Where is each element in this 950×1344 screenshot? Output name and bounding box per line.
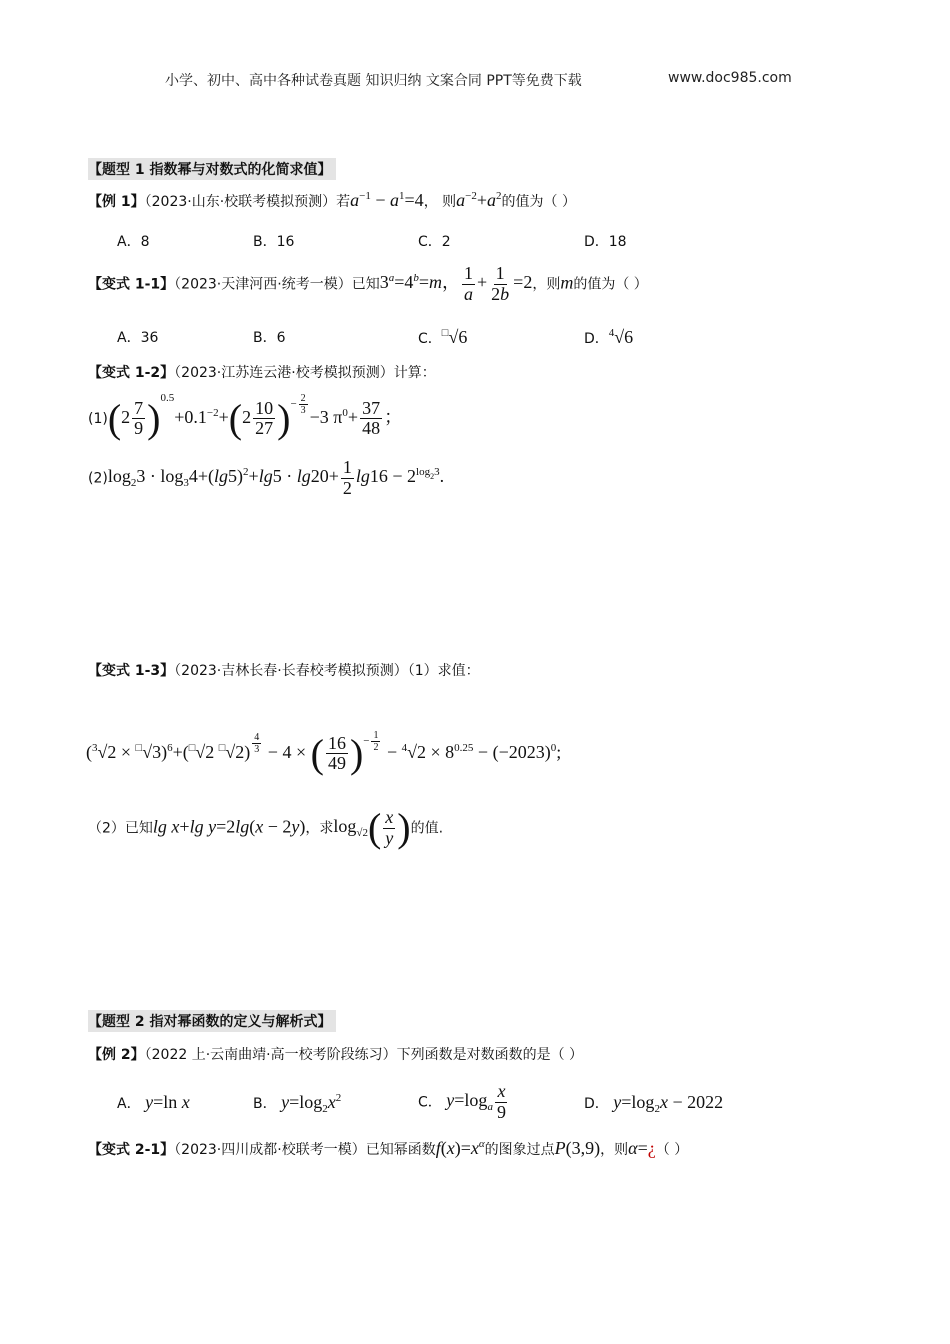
question-tag: 【变式 1-1】: [88, 276, 175, 293]
header-url: www.doc985.com: [668, 70, 792, 86]
question-text: ， 则: [423, 194, 457, 210]
math-expression: $\log_23 \cdot \log_34+(\lg 5)^2+\lg 5 \cdot \lg 20+$ $\frac{1}{2}$ $\lg 16 - 2^{log_23}$.: [107, 457, 445, 498]
question-source: （2022 上·云南曲靖·高一校考阶段练习）下列函数是对数函数的是（ ）: [144, 1047, 584, 1063]
question-text: 的值.: [410, 820, 444, 837]
question-tag: 【变式 1-2】: [88, 365, 175, 381]
option-b: [253, 1092, 341, 1115]
math-expression: $3^a=4^b=m$， $\frac{1}{a}$ + $\frac{1}{2b}$ =2: [379, 263, 533, 304]
option-label: A．36: [117, 330, 159, 346]
part-label: (2): [88, 470, 108, 487]
question-text: ，则: [600, 1142, 629, 1158]
option-a: A．8: [117, 234, 150, 250]
math-expression: $y=\log_a$ $\frac{x}{9}$: [446, 1081, 506, 1122]
option-d: D．18: [584, 234, 627, 250]
option-d: [584, 1092, 723, 1115]
question-text: （ ）: [655, 1142, 689, 1158]
variant-1-2-part-2: [88, 458, 444, 499]
option-b: [253, 327, 286, 347]
question-tag: 【变式 1-3】: [88, 663, 175, 679]
math-expression: (2 $\frac{7}{9}$ )$^{0.5}+0.1^{-2}+(2$ $\frac{10}{27}$ )$^{- \frac{2}{3}}$ −3 $\pi^0+$ $\frac{37}{48}$ ；: [107, 392, 403, 441]
question-source: （2023·四川成都·校联考一模）已知幂函数: [174, 1142, 436, 1158]
variant-1-3: [88, 660, 480, 680]
question-text: ，则: [532, 276, 561, 293]
section-2-title: 【题型 2 指对幂函数的定义与解析式】: [88, 1010, 336, 1032]
question-text: 的图象过点: [484, 1142, 555, 1158]
option-label: C．: [418, 1094, 442, 1111]
option-d: [584, 327, 633, 348]
option-c: C．2: [418, 234, 451, 250]
option-c: [418, 1082, 510, 1123]
header-left: 小学、初中、高中各种试卷真题 知识归纳 文案合同 PPT等免费下载: [165, 73, 582, 89]
question-text: 的值为（ ）: [573, 276, 648, 293]
math-expression: $f(x)=x^\alpha$: [435, 1138, 485, 1158]
variant-2-1: [88, 1138, 688, 1159]
example-1: [88, 190, 576, 211]
math-expression: $(^3√2 \times ^□√3)^6+(^□√2$ □√2) $^{\frac{4}{3}}$ − 4 × ( $\frac{16}{49}$ )$^{- \frac{1}{2}}$ − $^4√2 \times 8^{0.25} - (-2023)^0$;: [86, 730, 562, 776]
question-tag: 【例 1】: [88, 194, 145, 210]
option-b: B．16: [253, 234, 295, 250]
example-2: [88, 1044, 583, 1064]
option-a: [117, 327, 158, 347]
question-source: （2023·江苏连云港·校考模拟预测）计算：: [174, 365, 436, 381]
option-label: B．: [253, 1096, 277, 1112]
math-expression: $y=\log_2x^2$: [281, 1092, 342, 1115]
option-label: A．: [117, 1096, 141, 1112]
variant-1-3-part-2: [88, 805, 444, 851]
question-source: （2023·山东·校联考模拟预测）若: [144, 194, 351, 210]
variant-1-2: [88, 362, 436, 382]
math-expression: $^4$√6: [608, 327, 634, 347]
option-a: [117, 1092, 190, 1113]
math-expression: α=¿: [628, 1138, 656, 1158]
math-expression: $a^{-2}+a^2$: [456, 190, 502, 210]
math-expression: □√6: [441, 327, 468, 347]
question-tag: 【变式 2-1】: [88, 1142, 175, 1158]
math-expression: $y=\log_2x - 2022$: [613, 1092, 724, 1115]
math-expression: lg x+lg y=2lg(x − 2y): [152, 816, 306, 837]
part-label: (1): [88, 411, 108, 427]
math-expression: $\log_{√2}$( $\frac{x}{y}$ ): [333, 805, 411, 851]
variant-1-3-part-1: [86, 730, 561, 774]
question-source: （2023·天津河西·统考一模）已知: [174, 276, 380, 293]
math-expression: y=ln x: [145, 1092, 190, 1112]
question-source: （2023·吉林长春·长春校考模拟预测）（1）求值：: [174, 663, 480, 679]
option-label: C．: [418, 331, 442, 347]
variant-1-2-part-1: [88, 392, 402, 439]
math-expression: $a^{-1} - a^1=4$: [350, 190, 424, 210]
section-1-title: 【题型 1 指数幂与对数式的化简求值】: [88, 158, 336, 180]
option-label: D．: [584, 1096, 609, 1112]
option-label: D．: [584, 331, 609, 347]
question-tag: 【例 2】: [88, 1047, 145, 1063]
option-c: [418, 327, 467, 348]
question-text: ，求: [305, 820, 334, 837]
question-text: 的值为（ ）: [501, 194, 576, 210]
math-expression: P(3,9): [554, 1138, 601, 1158]
math-expression: m: [560, 272, 574, 293]
variant-1-1: [88, 264, 648, 305]
question-text: （2）已知: [88, 820, 153, 837]
option-label: B．6: [253, 330, 286, 346]
